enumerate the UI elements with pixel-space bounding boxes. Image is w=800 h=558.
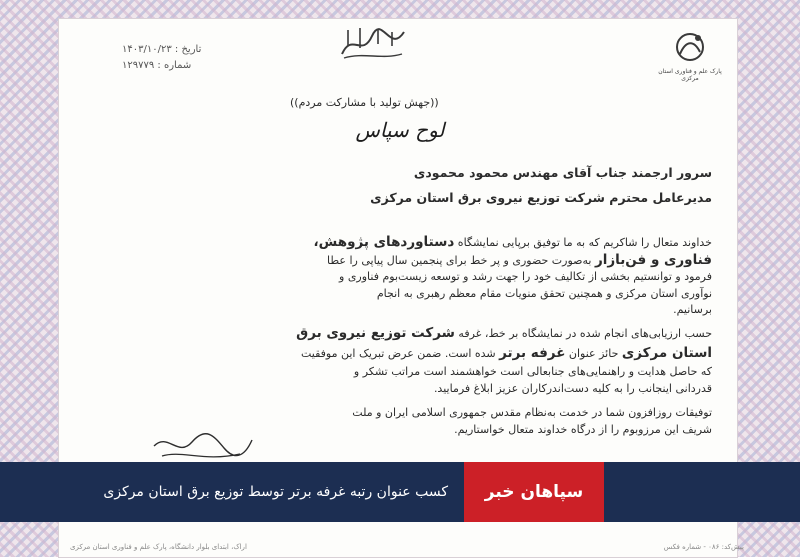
certificate-footer — [0, 522, 800, 557]
news-brand-badge: سپاهان خبر — [464, 462, 604, 522]
news-headline: کسب عنوان رتبه غرفه برتر توسط توزیع برق استان مرکزی — [103, 484, 448, 500]
footer-contact: پیش‌کد: ۰۸۶ - شماره فکس — [663, 543, 744, 551]
paragraph-1-line-5: برسانیم. — [673, 303, 712, 316]
park-logo-text: پارک علم و فناوری استان مرکزی — [658, 68, 722, 83]
addressee-line-1: سرور ارجمند جناب آقای مهندس محمود محمودی — [413, 165, 712, 180]
certificate-title: لوح سپاس — [355, 118, 445, 142]
paragraph-2-line-4: قدردانی اینجانب را به کلیه دست‌اندرکاران عزیز ابلاغ فرمایید. — [433, 382, 712, 395]
paragraph-3-line-1: توفیقات روزافزون شما در خدمت به‌نظام مقدس جمهوری اسلامی ایران و ملت — [352, 406, 712, 419]
paragraph-2-line-3: که حاصل هدایت و راهنمایی‌های جنابعالی است خواهشمند است مراتب تشکر و — [353, 365, 712, 378]
paragraph-2-line-1: حسب ارزیابی‌های انجام شده در نمایشگاه بر خط، غرفه شرکت توزیع نیروی برق — [296, 325, 712, 341]
paragraph-3-line-2: شریف این مرزوبوم را از درگاه خداوند متعال خواستاریم. — [454, 423, 712, 436]
letter-number: شماره : ۱۲۹۷۷۹ — [122, 60, 192, 71]
bismillah-calligraphy — [338, 24, 408, 62]
footer-address: اراک، ابتدای بلوار دانشگاه، پارک علم و فناوری استان مرکزی — [70, 543, 247, 551]
paragraph-1-line-3: فرمود و توانستیم بخشی از تکالیف خود را جهت رشد و توسعه زیست‌بوم فناوری و — [339, 270, 712, 283]
paragraph-2-line-2: استان مرکزی حائز عنوان غرفه برتر شده است. ضمن عرض تبریک این موفقیت — [300, 345, 712, 361]
park-logo — [650, 30, 730, 92]
paragraph-1-line-4: نوآوری استان مرکزی و همچنین تحقق منویات مقام معظم رهبری به انجام — [376, 287, 712, 300]
paragraph-1-line-2: فناوری و فن‌بازار به‌صورت حضوری و پر خط برای پنجمین سال پیاپی را عطا — [327, 252, 712, 268]
park-logo-icon — [668, 30, 712, 64]
paragraph-1-line-1: خداوند متعال را شاکریم که به ما توفیق برپایی نمایشگاه دستاوردهای پژوهش، — [313, 234, 712, 250]
addressee-line-2: مدیرعامل محترم شرکت توزیع نیروی برق استان مرکزی — [370, 190, 712, 205]
slogan: ((جهش تولید با مشارکت مردم)) — [290, 96, 439, 109]
letter-date: تاریخ : ۱۴۰۳/۱۰/۲۳ — [122, 44, 202, 55]
